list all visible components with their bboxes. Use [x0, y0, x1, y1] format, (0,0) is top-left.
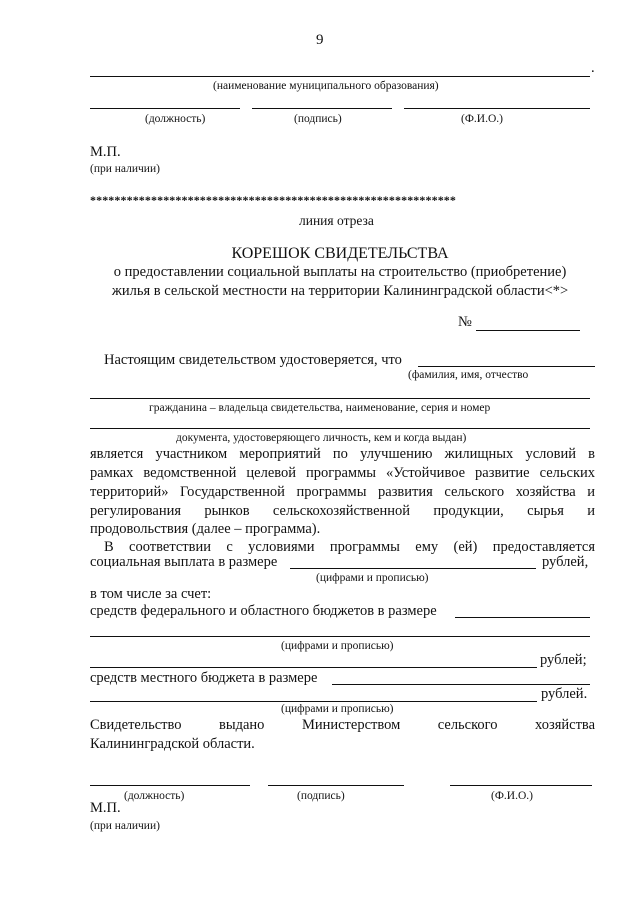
rubles-dot: рублей.	[541, 686, 588, 702]
rubles-comma: рублей,	[542, 554, 589, 570]
fio-caption: (фамилия, имя, отчество	[408, 369, 529, 381]
federal-text: средств федерального и областного бюджетов в размере	[90, 603, 437, 619]
bottom-position-line	[90, 785, 250, 786]
citizen-caption: гражданина – владельца свидетельства, наименование, серия и номер	[149, 402, 491, 414]
bottom-signature-line	[268, 785, 404, 786]
title-line-3: жилья в сельской местности на территории Калининградской области<*>	[111, 283, 569, 299]
bottom-name-caption: (Ф.И.О.)	[491, 790, 533, 802]
conditions-line: В соответствии с условиями программы ему (ей) предоставляется	[104, 539, 595, 555]
amount-caption-1: (цифрами и прописью)	[316, 572, 429, 584]
federal-amount-line-2	[90, 636, 590, 637]
rubles-semicolon: рублей;	[540, 652, 587, 668]
seal-label: М.П.	[90, 144, 121, 160]
name-caption: (Ф.И.О.)	[461, 113, 503, 125]
title-line-2: о предоставлении социальной выплаты на строительство (приобретение)	[113, 264, 567, 280]
paragraph-line-1: является участником мероприятий по улучшению жилищных условий в	[90, 446, 595, 462]
position-caption: (должность)	[145, 113, 206, 125]
trailing-dot: .	[591, 60, 595, 76]
local-amount-line	[332, 684, 590, 685]
page-number: 9	[316, 32, 324, 48]
payment-prefix: социальная выплата в размере	[90, 554, 278, 570]
bottom-seal-label: М.П.	[90, 800, 121, 816]
title-main: КОРЕШОК СВИДЕТЕЛЬСТВА	[231, 245, 449, 262]
fio-line	[418, 366, 595, 367]
issued-line: Свидетельство выдано Министерством сельского хозяйства	[90, 717, 595, 733]
number-line	[476, 330, 580, 331]
signature-caption: (подпись)	[294, 113, 342, 125]
paragraph-line-4: регулирования рынков сельскохозяйственной продукции, сырья и	[90, 503, 595, 519]
number-sign: №	[458, 314, 472, 330]
cut-stars: ************************************************************	[90, 193, 456, 207]
seal-note: (при наличии)	[90, 163, 160, 175]
local-text: средств местного бюджета в размере	[90, 670, 318, 686]
local-rubles-line	[90, 701, 537, 702]
bottom-name-line	[450, 785, 592, 786]
position-line	[90, 108, 240, 109]
amount-caption-2: (цифрами и прописью)	[281, 640, 394, 652]
federal-rubles-line	[90, 667, 537, 668]
doc-line	[90, 428, 590, 429]
name-line	[404, 108, 590, 109]
doc-caption: документа, удостоверяющего личность, кем и когда выдан)	[176, 432, 467, 444]
certify-text: Настоящим свидетельством удостоверяется, что	[104, 352, 402, 368]
paragraph-line-3: территорий» Государственной программы развития сельского хозяйства и	[90, 484, 595, 500]
issued-last: Калининградской области.	[90, 736, 255, 752]
citizen-line	[90, 398, 590, 399]
cut-label: линия отреза	[299, 213, 374, 228]
signature-line	[252, 108, 392, 109]
paragraph-last: продовольствия (далее – программа).	[90, 521, 321, 537]
bottom-seal-note: (при наличии)	[90, 820, 160, 832]
including-label: в том числе за счет:	[90, 586, 212, 602]
bottom-position-caption: (должность)	[124, 790, 185, 802]
municipality-caption: (наименование муниципального образования)	[213, 80, 439, 92]
paragraph-line-2: рамках ведомственной целевой программы «Устойчивое развитие сельских	[90, 465, 595, 481]
payment-amount-line	[290, 568, 536, 569]
bottom-signature-caption: (подпись)	[297, 790, 345, 802]
federal-amount-line	[455, 617, 590, 618]
amount-caption-3: (цифрами и прописью)	[281, 703, 394, 715]
municipality-line	[90, 76, 590, 77]
